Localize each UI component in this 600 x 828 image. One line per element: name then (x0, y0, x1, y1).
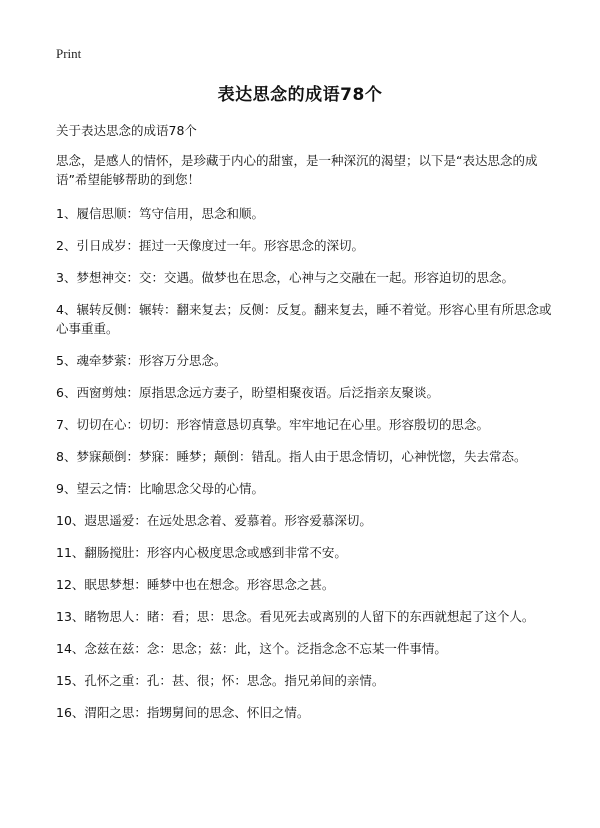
article-body (56, 151, 552, 735)
idiom-item-16: 16、渭阳之思：指甥舅间的思念、怀旧之情。 (56, 705, 310, 720)
idiom-item-14: 14、念兹在兹：念：思念；兹：此，这个。泛指念念不忘某一件事情。 (56, 641, 447, 656)
print-link[interactable]: Print (56, 46, 82, 61)
idiom-item-13: 13、睹物思人：睹：看；思：思念。看见死去或离别的人留下的东西就想起了这个人。 (56, 609, 535, 624)
idiom-item-6: 6、西窗剪烛：原指思念远方妻子，盼望相聚夜语。后泛指亲友聚谈。 (56, 385, 439, 400)
idiom-item-4: 4、辗转反侧：辗转：翻来复去；反侧：反复。翻来复去，睡不着觉。形容心里有所思念或心事重重。 (56, 302, 552, 336)
idiom-item-8: 8、梦寐颠倒：梦寐：睡梦；颠倒：错乱。指人由于思念情切，心神恍惚，失去常态。 (56, 449, 527, 464)
intro-paragraph: 思念，是感人的情怀，是珍藏于内心的甜蜜，是一种深沉的渴望；以下是“表达思念的成语”希望能够帮助的到您！ (56, 153, 538, 187)
idiom-item-3: 3、梦想神交：交：交遇。做梦也在思念，心神与之交融在一起。形容迫切的思念。 (56, 270, 514, 285)
page-title: 表达思念的成语78个 (217, 85, 383, 105)
article-subtitle: 关于表达思念的成语78个 (56, 123, 197, 138)
idiom-item-7: 7、切切在心：切切：形容情意恳切真挚。牢牢地记在心里。形容殷切的思念。 (56, 417, 489, 432)
idiom-item-1: 1、履信思顺：笃守信用，思念和顺。 (56, 206, 264, 221)
idiom-item-12: 12、眠思梦想：睡梦中也在想念。形容思念之甚。 (56, 577, 335, 592)
idiom-item-2: 2、引日成岁：捱过一天像度过一年。形容思念的深切。 (56, 238, 364, 253)
idiom-item-11: 11、翻肠搅肚：形容内心极度思念或感到非常不安。 (56, 545, 347, 560)
idiom-item-15: 15、孔怀之重：孔：甚、很；怀：思念。指兄弟间的亲情。 (56, 673, 385, 688)
idiom-item-10: 10、遐思遥爱：在远处思念着、爱慕着。形容爱慕深切。 (56, 513, 372, 528)
idiom-item-9: 9、望云之情：比喻思念父母的心情。 (56, 481, 264, 496)
idiom-item-5: 5、魂牵梦萦：形容万分思念。 (56, 353, 227, 368)
